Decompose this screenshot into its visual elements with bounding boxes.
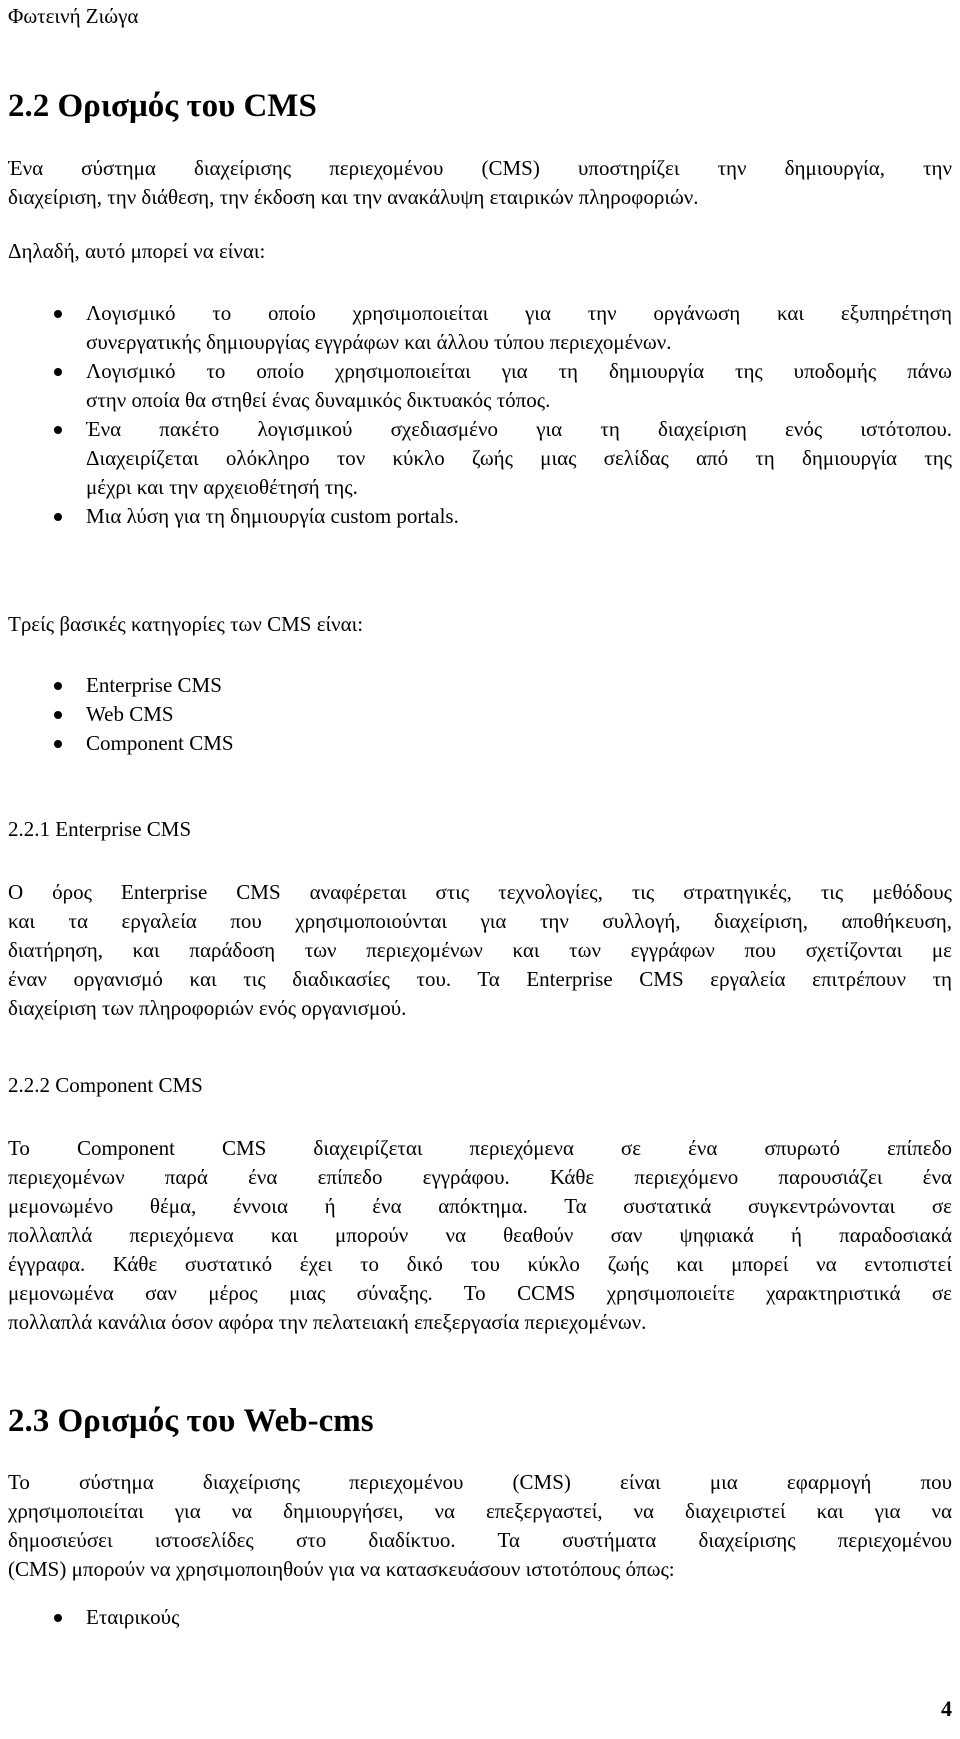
list-item — [8, 1603, 952, 1632]
section-2-2-1-body — [8, 878, 952, 1023]
body-line: Το Component CMS διαχειρίζεται περιεχόμενα σε ένα σπυρωτό επίπεδο — [8, 1136, 952, 1160]
body-line: πολλαπλά περιεχόμενα και μπορούν να θεαθούν σαν ψηφιακά ή παραδοσιακά — [8, 1223, 952, 1247]
body-line: Το σύστημα διαχείρισης περιεχομένου (CMS) είναι μια εφαρμογή που — [8, 1470, 952, 1494]
list-item — [8, 299, 952, 357]
intro-line: Ένα σύστημα διαχείρισης περιεχομένου (CMS) υποστηρίζει την δημιουργία, την — [8, 156, 952, 180]
section-2-2-lead: Δηλαδή, αυτό μπορεί να είναι: — [8, 239, 266, 263]
category-label: Enterprise CMS — [86, 673, 222, 697]
list-item-line: Ένα πακέτο λογισμικού σχεδιασμένο για τη διαχείριση ενός ιστότοπου. — [86, 417, 952, 441]
body-line: και τα εργαλεία που χρησιμοποιούνται για την συλλογή, διαχείριση, αποθήκευση, — [8, 909, 952, 933]
list-item-line: Εταιρικούς — [86, 1605, 180, 1629]
site-types-list — [8, 1603, 952, 1632]
section-2-2-1-title: 2.2.1 Enterprise CMS — [8, 817, 192, 841]
list-item-line: Μια λύση για τη δημιουργία custom portals. — [86, 504, 459, 528]
body-line: Ο όρος Enterprise CMS αναφέρεται στις τεχνολογίες, τις στρατηγικές, τις μεθόδους — [8, 880, 952, 904]
body-line: δημοσιεύσει ιστοσελίδες στο διαδίκτυο. Τα συστήματα διαχείρισης περιεχομένου — [8, 1528, 952, 1552]
list-item — [8, 671, 952, 700]
bullet-icon — [54, 682, 62, 690]
list-item-line: Λογισμικό το οποίο χρησιμοποιείται για τη δημιουργία της υποδομής πάνω — [86, 359, 952, 383]
body-line: πολλαπλά κανάλια όσον αφόρα την πελατειακή επεξεργασία περιεχομένων. — [8, 1310, 647, 1334]
bullet-icon — [54, 310, 62, 318]
section-2-2-2-title: 2.2.2 Component CMS — [8, 1073, 203, 1097]
section-2-2-intro — [8, 154, 952, 212]
body-line: χρησιμοποιείται για να δημιουργήσει, να επεξεργαστεί, να διαχειριστεί και για να — [8, 1499, 952, 1523]
body-line: (CMS) μπορούν να χρησιμοποιηθούν για να κατασκευάσουν ιστοτόπους όπως: — [8, 1557, 675, 1581]
section-2-2-2-body — [8, 1134, 952, 1337]
bullet-icon — [54, 513, 62, 521]
body-line: έγγραφα. Κάθε συστατικό έχει το δικό του κύκλο ζωής και μπορεί να εντοπιστεί — [8, 1252, 952, 1276]
list-item — [8, 502, 952, 531]
bullet-icon — [54, 1614, 62, 1622]
body-line: διαχείριση των πληροφοριών ενός οργανισμού. — [8, 996, 407, 1020]
list-item-line: Διαχειρίζεται ολόκληρο τον κύκλο ζωής μιας σελίδας από τη δημιουργία της — [86, 446, 952, 470]
category-label: Web CMS — [86, 702, 174, 726]
list-item-line: Λογισμικό το οποίο χρησιμοποιείται για την οργάνωση και εξυπηρέτηση — [86, 301, 952, 325]
section-2-3-body — [8, 1468, 952, 1584]
body-line: διατήρηση, και παράδοση των περιεχομένων και των εγγράφων που σχετίζονται με — [8, 938, 952, 962]
body-line: μεμονωμένα σαν μέρος μιας σύναξης. Το CCMS χρησιμοποιείτε χαρακτηριστικά σε — [8, 1281, 952, 1305]
body-line: μεμονωμένο θέμα, έννοια ή ένα απόκτημα. Τα συστατικά συγκεντρώνονται σε — [8, 1194, 952, 1218]
body-line: έναν οργανισμό και τις διαδικασίες του. Τα Enterprise CMS εργαλεία επιτρέπουν τη — [8, 967, 952, 991]
bullet-icon — [54, 711, 62, 719]
section-2-2-title: 2.2 Ορισμός του CMS — [8, 88, 317, 124]
body-line: περιεχομένων παρά ένα επίπεδο εγγράφου. Κάθε περιεχόμενο παρουσιάζει ένα — [8, 1165, 952, 1189]
list-item-line: στην οποία θα στηθεί ένας δυναμικός δικτυακός τόπος. — [86, 388, 551, 412]
bullet-icon — [54, 426, 62, 434]
page-number: 4 — [941, 1696, 952, 1721]
definition-bullet-list — [8, 299, 952, 531]
intro-line: διαχείριση, την διάθεση, την έκδοση και την ανακάλυψη εταιρικών πληροφοριών. — [8, 185, 699, 209]
list-item-line: συνεργατικής δημιουργίας εγγράφων και άλλου τύπου περιεχομένων. — [86, 330, 672, 354]
bullet-icon — [54, 740, 62, 748]
list-item — [8, 700, 952, 729]
categories-lead: Τρείς βασικές κατηγορίες των CMS είναι: — [8, 612, 364, 636]
list-item — [8, 415, 952, 502]
list-item-line: μέχρι και την αρχειοθέτησή της. — [86, 475, 358, 499]
list-item — [8, 729, 952, 758]
section-2-3-title: 2.3 Ορισμός του Web-cms — [8, 1403, 374, 1439]
list-item — [8, 357, 952, 415]
author-name: Φωτεινή Ζιώγα — [8, 4, 139, 28]
category-label: Component CMS — [86, 731, 234, 755]
bullet-icon — [54, 368, 62, 376]
categories-list — [8, 671, 952, 758]
